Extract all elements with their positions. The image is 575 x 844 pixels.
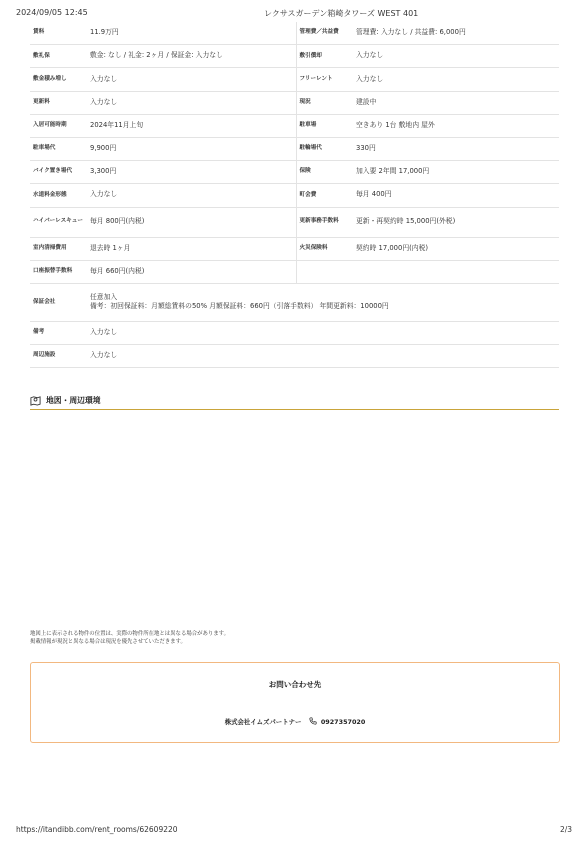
field-value: 毎月 400円 bbox=[356, 184, 559, 207]
page-title: レクサスガーデン箱崎タワーズ WEST 401 bbox=[264, 9, 419, 18]
table-row bbox=[30, 184, 559, 207]
phone-number[interactable]: 0927357020 bbox=[320, 718, 366, 726]
field-value: 9,900円 bbox=[90, 137, 296, 160]
field-value: 建設中 bbox=[356, 91, 559, 114]
field-label: 更新事務手数料 bbox=[296, 207, 356, 237]
property-details-table bbox=[30, 22, 559, 368]
field-label: 敷礼保 bbox=[30, 45, 90, 68]
field-label: 賃料 bbox=[30, 22, 90, 45]
map-disclaimer bbox=[30, 630, 229, 647]
field-value: 330円 bbox=[356, 137, 559, 160]
guarantee-value bbox=[90, 283, 559, 321]
disclaimer-line: 掲載情報が現況と異なる場合は現況を優先させていただきます。 bbox=[30, 639, 186, 646]
contact-box bbox=[30, 662, 560, 743]
field-label: 町会費 bbox=[296, 184, 356, 207]
company-name: 株式会社イムズパートナー bbox=[224, 718, 302, 726]
field-value: 退去時 1ヶ月 bbox=[90, 237, 296, 260]
print-datetime: 2024/09/05 12:45 bbox=[16, 8, 88, 17]
contact-info bbox=[31, 717, 559, 726]
field-value: 3,300円 bbox=[90, 161, 296, 184]
map-icon bbox=[30, 395, 41, 406]
table-row bbox=[30, 22, 559, 45]
table-row bbox=[30, 283, 559, 321]
field-label bbox=[296, 260, 356, 283]
map-section-title: 地図・周辺環境 bbox=[46, 395, 101, 405]
field-label: 備考 bbox=[30, 321, 90, 344]
field-value: 毎月 660円(内税) bbox=[90, 260, 296, 283]
field-label: 口座振替手数料 bbox=[30, 260, 90, 283]
field-value: 契約時 17,000円(内税) bbox=[356, 237, 559, 260]
field-value: 入力なし bbox=[90, 345, 559, 368]
contact-title: お問い合わせ先 bbox=[268, 680, 322, 689]
field-label: 保険 bbox=[296, 161, 356, 184]
field-label: 水道料金形態 bbox=[30, 184, 90, 207]
guarantee-line1: 任意加入 bbox=[90, 292, 118, 301]
table-row bbox=[30, 237, 559, 260]
field-label: ハイパーレスキュー bbox=[30, 207, 90, 237]
table-row bbox=[30, 207, 559, 237]
phone-icon bbox=[309, 717, 317, 725]
field-label: 駐輪場代 bbox=[296, 137, 356, 160]
field-value: 入力なし bbox=[90, 184, 296, 207]
field-value: 入力なし bbox=[356, 45, 559, 68]
table-row bbox=[30, 114, 559, 137]
table-row bbox=[30, 91, 559, 114]
field-label: フリーレント bbox=[296, 68, 356, 91]
field-value: 入力なし bbox=[90, 91, 296, 114]
field-value: 管理費: 入力なし / 共益費: 6,000円 bbox=[356, 22, 559, 45]
page-url: https://itandibb.com/rent_rooms/62609220 bbox=[16, 825, 178, 834]
field-label: 現況 bbox=[296, 91, 356, 114]
field-label: 更新料 bbox=[30, 91, 90, 114]
field-value: 敷金: なし / 礼金: 2ヶ月 / 保証金: 入力なし bbox=[90, 45, 296, 68]
field-label: 火災保険料 bbox=[296, 237, 356, 260]
field-value: 毎月 800円(内税) bbox=[90, 207, 296, 237]
field-value: 2024年11月上旬 bbox=[90, 114, 296, 137]
field-value: 11.9万円 bbox=[90, 22, 296, 45]
page-number: 2/3 bbox=[560, 825, 573, 834]
guarantee-line2: 備考：初回保証料：月額総賃料の50% 月額保証料：660円（引落手数料） 年間更新料：10000円 bbox=[90, 302, 389, 311]
table-row bbox=[30, 321, 559, 344]
field-label: 敷引償却 bbox=[296, 45, 356, 68]
table-row bbox=[30, 345, 559, 368]
field-value: 更新・再契約時 15,000円(外税) bbox=[356, 207, 559, 237]
table-row bbox=[30, 137, 559, 160]
disclaimer-line: 地図上に表示される物件の位置は、実際の物件所在地とは異なる場合があります。 bbox=[30, 631, 230, 637]
field-label: バイク置き場代 bbox=[30, 161, 90, 184]
field-label: 周辺施設 bbox=[30, 345, 90, 368]
field-label: 保証会社 bbox=[30, 283, 90, 321]
field-label: 駐車場 bbox=[296, 114, 356, 137]
map-section-header bbox=[30, 391, 559, 410]
field-value bbox=[356, 260, 559, 283]
field-value: 入力なし bbox=[356, 68, 559, 91]
table-row bbox=[30, 161, 559, 184]
field-label: 室内清掃費用 bbox=[30, 237, 90, 260]
field-label: 管理費／共益費 bbox=[296, 22, 356, 45]
table-row bbox=[30, 68, 559, 91]
field-label: 駐車場代 bbox=[30, 137, 90, 160]
field-value: 空きあり 1台 敷地内 屋外 bbox=[356, 114, 559, 137]
table-row bbox=[30, 45, 559, 68]
field-value: 入力なし bbox=[90, 321, 559, 344]
field-value: 加入要 2年間 17,000円 bbox=[356, 161, 559, 184]
field-label: 入居可能時期 bbox=[30, 114, 90, 137]
table-row bbox=[30, 260, 559, 283]
field-value: 入力なし bbox=[90, 68, 296, 91]
field-label: 敷金積み増し bbox=[30, 68, 90, 91]
